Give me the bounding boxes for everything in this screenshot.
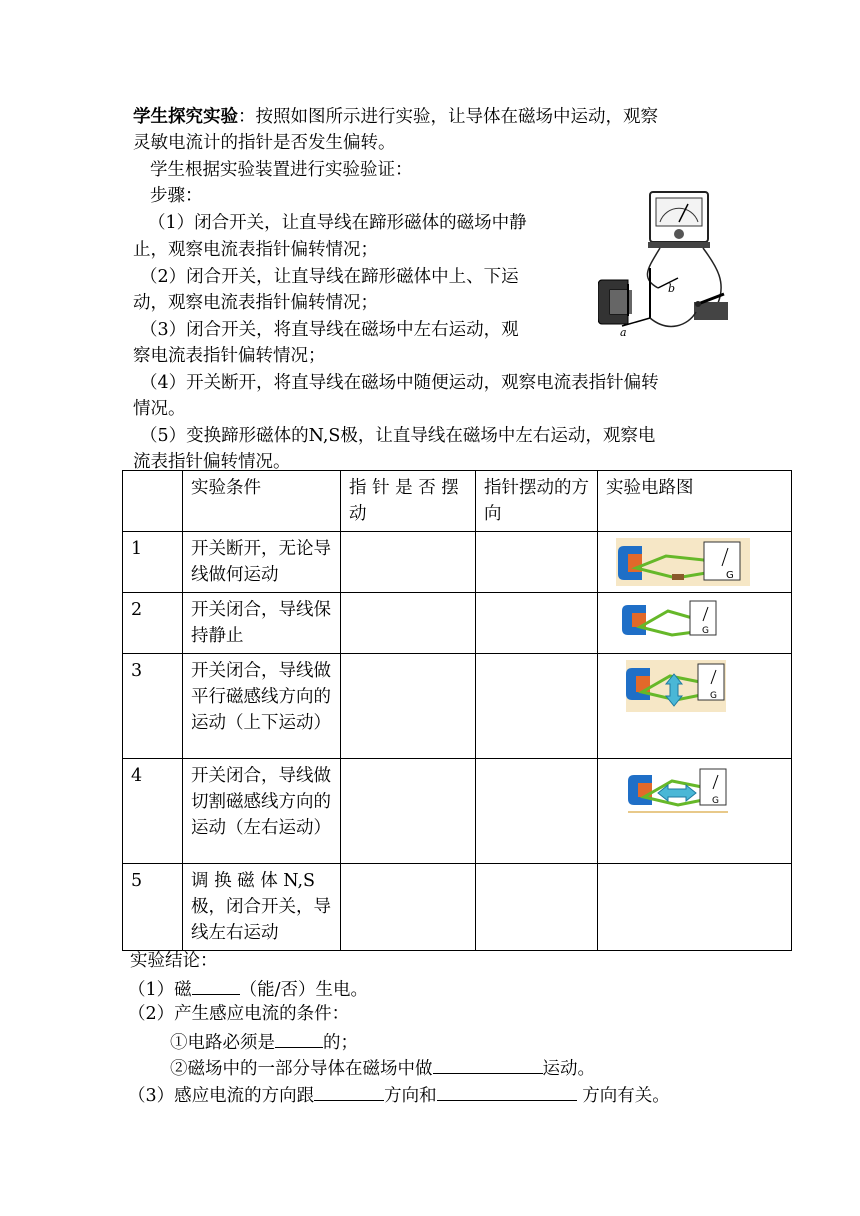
conclusion-3-post: 方向有关。 <box>576 1086 670 1106</box>
direction-cell <box>476 864 598 951</box>
meter-label: G <box>726 570 734 581</box>
row-number: 3 <box>123 654 183 759</box>
row-condition: 开关断开，无论导线做何运动 <box>183 532 341 593</box>
table-row <box>123 759 792 864</box>
circuit-cell <box>598 864 792 951</box>
circuit-diagram-4 <box>628 767 728 817</box>
step-3b: 察电流表指针偏转情况； <box>133 346 326 366</box>
blank-1[interactable] <box>192 974 240 995</box>
intro-text-1: ：按照如图所示进行实验，让导体在磁场中运动，观察 <box>238 107 658 127</box>
intro-line-1 <box>133 104 658 130</box>
conclusion-2b <box>170 1053 595 1082</box>
header-no <box>123 471 183 532</box>
blank-4[interactable] <box>314 1080 384 1101</box>
step-2b: 动，观察电流表指针偏转情况； <box>133 293 378 313</box>
apparatus-figure <box>598 188 740 338</box>
swing-cell <box>341 593 476 654</box>
circuit-cell <box>598 759 792 864</box>
conclusion-2a-pre: ①电路必须是 <box>170 1033 275 1053</box>
row-condition: 调 换 磁 体 N,S 极，闭合开关，导线左右运动 <box>183 864 341 951</box>
table-row <box>123 532 792 593</box>
step-5b: 流表指针偏转情况。 <box>133 452 291 472</box>
intro-line-3: 学生根据实验装置进行实验验证： <box>150 160 413 180</box>
swing-cell <box>341 864 476 951</box>
circuit-diagram-1 <box>616 538 750 586</box>
conclusion-2: （2）产生感应电流的条件： <box>128 1004 350 1024</box>
experiment-table <box>122 470 792 951</box>
header-condition: 实验条件 <box>183 471 341 532</box>
direction-cell <box>476 532 598 593</box>
table-header-row <box>123 471 792 532</box>
conclusion-1 <box>128 974 368 1003</box>
table-row <box>123 864 792 951</box>
step-1b: 止，观察电流表指针偏转情况； <box>133 240 378 260</box>
circuit-cell <box>598 654 792 759</box>
circuit-diagram-3 <box>626 660 726 712</box>
table-row <box>123 593 792 654</box>
horseshoe-magnet-icon <box>598 280 632 324</box>
conclusion-3-mid: 方向和 <box>384 1086 437 1106</box>
direction-cell <box>476 654 598 759</box>
step-2a: （2）闭合开关，让直导线在蹄形磁体中上、下运 <box>140 267 519 287</box>
row-number: 4 <box>123 759 183 864</box>
swing-cell <box>341 532 476 593</box>
circuit-diagram-2 <box>622 599 718 639</box>
conclusion-2b-pre: ②磁场中的一部分导体在磁场中做 <box>170 1059 433 1079</box>
blank-5[interactable] <box>437 1080 577 1101</box>
conclusion-1-post: （能/否）生电。 <box>239 980 369 1000</box>
row-condition: 开关闭合，导线做平行磁感线方向的运动（上下运动） <box>183 654 341 759</box>
wire-label-b: b <box>668 282 676 295</box>
header-swing: 指 针 是 否 摆动 <box>341 471 476 532</box>
row-number: 5 <box>123 864 183 951</box>
switch-icon <box>694 294 728 320</box>
swing-cell <box>341 654 476 759</box>
meter-label: G <box>712 796 719 806</box>
wire-label-a: a <box>620 326 627 338</box>
step-5a: （5）变换蹄形磁体的N,S极，让直导线在磁场中左右运动，观察电 <box>140 426 656 446</box>
row-number: 2 <box>123 593 183 654</box>
swing-cell <box>341 759 476 864</box>
blank-2[interactable] <box>275 1027 323 1048</box>
conclusion-2b-post: 运动。 <box>542 1059 595 1079</box>
circuit-cell <box>598 593 792 654</box>
circuit-cell <box>598 532 792 593</box>
steps-title: 步骤： <box>150 186 203 206</box>
blank-3[interactable] <box>433 1053 543 1074</box>
header-direction: 指针摆动的方向 <box>476 471 598 532</box>
conclusion-1-pre: （1）磁 <box>128 980 192 1000</box>
direction-cell <box>476 759 598 864</box>
step-1a: （1）闭合开关，让直导线在蹄形磁体的磁场中静 <box>148 213 527 233</box>
direction-cell <box>476 593 598 654</box>
conclusion-title: 实验结论： <box>130 951 218 971</box>
conclusion-3 <box>128 1080 670 1109</box>
galvanometer-icon <box>648 192 710 248</box>
intro-label: 学生探究实验 <box>133 107 238 127</box>
row-number: 1 <box>123 532 183 593</box>
step-4a: （4）开关断开，将直导线在磁场中随便运动，观察电流表指针偏转 <box>140 373 659 393</box>
header-circuit: 实验电路图 <box>598 471 792 532</box>
row-condition: 开关闭合，导线保持静止 <box>183 593 341 654</box>
table-row <box>123 654 792 759</box>
conclusion-2a-post: 的； <box>323 1033 358 1053</box>
row-condition: 开关闭合，导线做切割磁感线方向的运动（左右运动） <box>183 759 341 864</box>
step-4b: 情况。 <box>133 399 186 419</box>
conclusion-3-pre: （3）感应电流的方向跟 <box>128 1086 315 1106</box>
conclusion-2a <box>170 1027 358 1056</box>
meter-label: G <box>702 626 709 636</box>
intro-line-2: 灵敏电流计的指针是否发生偏转。 <box>133 133 396 153</box>
meter-label: G <box>710 691 717 701</box>
step-3a: （3）闭合开关，将直导线在磁场中左右运动，观 <box>140 320 519 340</box>
